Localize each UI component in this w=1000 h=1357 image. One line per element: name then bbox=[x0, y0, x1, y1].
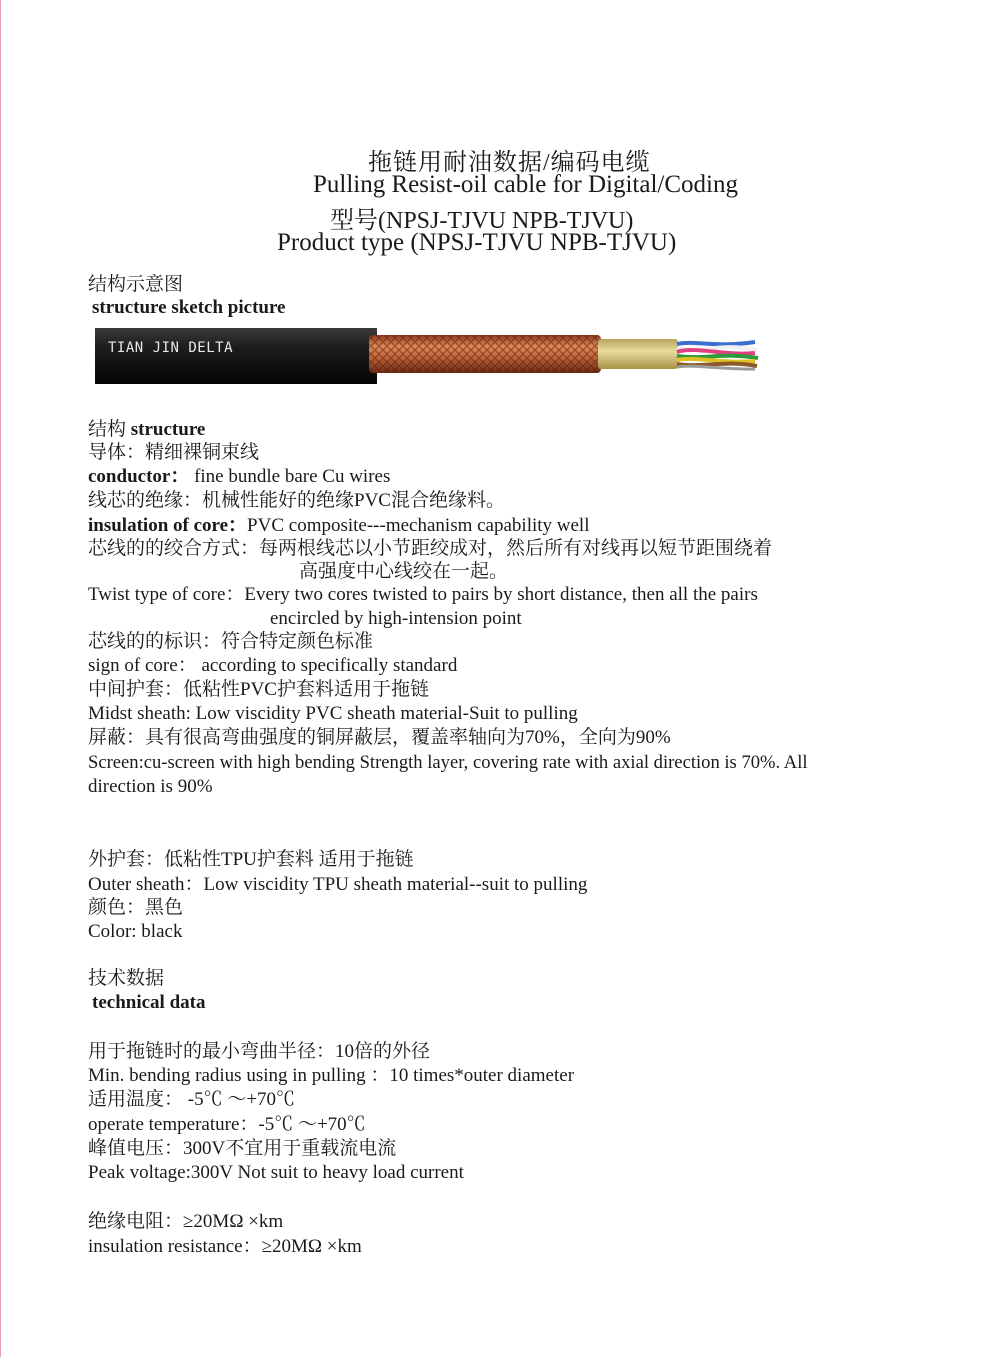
title-cn: 拖链用耐油数据/编码电缆 bbox=[368, 150, 651, 176]
conductor-en: conductor： fine bundle bare Cu wires bbox=[88, 466, 391, 487]
screen-en-1: Screen:cu-screen with high bending Strength layer, covering rate with axial direction is 70%. All bbox=[88, 752, 808, 773]
insulation-cn: 线芯的绝缘：机械性能好的绝缘PVC混合绝缘料。 bbox=[88, 490, 505, 511]
midst-sheath bbox=[598, 339, 678, 369]
cable-print-text: TIAN JIN DELTA bbox=[108, 340, 234, 356]
bending-cn: 用于拖链时的最小弯曲半径：10倍的外径 bbox=[88, 1041, 431, 1062]
title-en: Pulling Resist-oil cable for Digital/Coding bbox=[313, 171, 738, 198]
sketch-heading-en: structure sketch picture bbox=[92, 297, 286, 318]
screen-en-2: direction is 90% bbox=[88, 776, 213, 797]
outer-sheath-cn: 外护套：低粘性TPU护套料 适用于拖链 bbox=[88, 849, 414, 870]
structure-heading: 结构 structure bbox=[88, 419, 206, 440]
temperature-en: operate temperature：-5℃ ～+70℃ bbox=[88, 1114, 366, 1135]
resistance-cn: 绝缘电阻：≥20MΩ ×km bbox=[88, 1211, 284, 1232]
colored-cores bbox=[677, 342, 758, 369]
screen-cn: 屏蔽：具有很高弯曲强度的铜屏蔽层，覆盖率轴向为70%，全向为90% bbox=[88, 727, 671, 748]
temperature-cn: 适用温度： -5℃ ～+70℃ bbox=[88, 1089, 296, 1110]
voltage-cn: 峰值电压：300V不宜用于重载流电流 bbox=[88, 1138, 397, 1159]
page-edge-line bbox=[0, 0, 1, 1357]
twist-cn-1: 芯线的的绞合方式：每两根线芯以小节距绞成对，然后所有对线再以短节距围绕着 bbox=[88, 538, 773, 559]
twist-en-2: encircled by high-intension point bbox=[270, 608, 522, 629]
insulation-en: insulation of core：PVC composite---mechanism capability well bbox=[88, 515, 590, 536]
product-type-en: Product type (NPSJ-TJVU NPB-TJVU) bbox=[277, 229, 677, 256]
sign-en: sign of core： according to specifically standard bbox=[88, 655, 458, 676]
midst-sheath-cn: 中间护套：低粘性PVC护套料适用于拖链 bbox=[88, 679, 429, 700]
voltage-en: Peak voltage:300V Not suit to heavy load current bbox=[88, 1162, 464, 1183]
resistance-en: insulation resistance：≥20MΩ ×km bbox=[88, 1236, 362, 1257]
outer-jacket bbox=[95, 328, 377, 384]
twist-cn-2: 高强度中心线绞在一起。 bbox=[299, 561, 509, 582]
midst-sheath-en: Midst sheath: Low viscidity PVC sheath material-Suit to pulling bbox=[88, 703, 578, 724]
sketch-heading-cn: 结构示意图 bbox=[88, 274, 184, 295]
twist-en-1: Twist type of core：Every two cores twisted to pairs by short distance, then all the pairs bbox=[88, 584, 758, 605]
braid-texture bbox=[369, 335, 601, 373]
outer-sheath-en: Outer sheath：Low viscidity TPU sheath material--suit to pulling bbox=[88, 874, 588, 895]
bending-en: Min. bending radius using in pulling ：10 times*outer diameter bbox=[88, 1065, 575, 1086]
color-cn: 颜色：黑色 bbox=[88, 897, 184, 918]
technical-heading-cn: 技术数据 bbox=[88, 968, 165, 989]
technical-heading-en: technical data bbox=[92, 992, 206, 1013]
conductor-cn: 导体：精细裸铜束线 bbox=[88, 442, 260, 463]
sign-cn: 芯线的的标识：符合特定颜色标准 bbox=[88, 631, 374, 652]
color-en: Color: black bbox=[88, 921, 183, 942]
product-type-cn: 型号(NPSJ-TJVU NPB-TJVU) bbox=[330, 208, 634, 234]
cable-picture bbox=[95, 326, 760, 384]
